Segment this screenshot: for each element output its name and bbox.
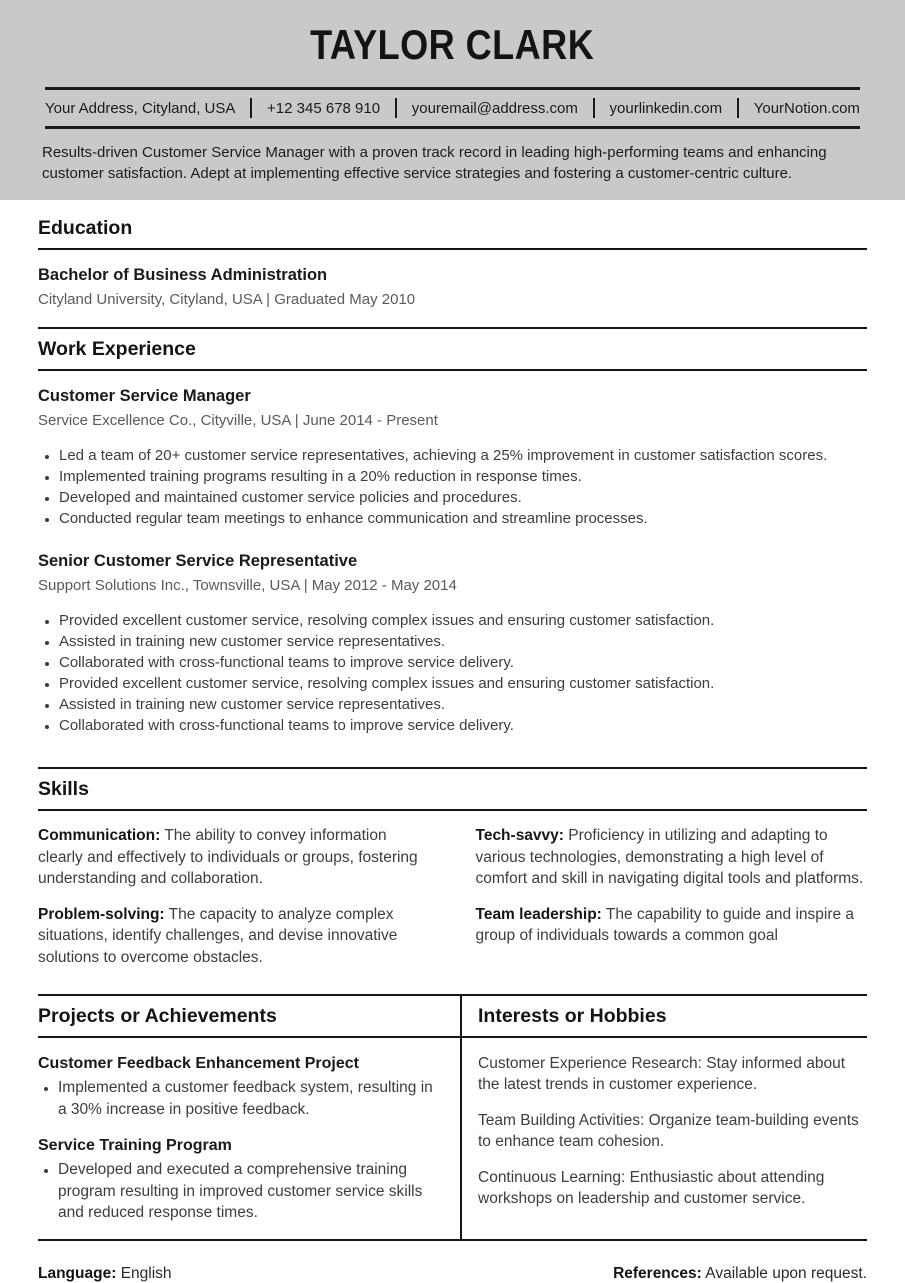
interest-item: Continuous Learning: Enthusiastic about attending workshops on leadership and customer service.	[478, 1169, 825, 1207]
job-entry-senior-rep	[38, 551, 867, 736]
name-row	[0, 21, 905, 68]
skill-text: The capability to guide and inspire a group of individuals towards a common goal	[475, 905, 855, 944]
bullet-item: • Assisted in training new customer service representatives.	[59, 694, 867, 715]
bullet-item: • Implemented training programs resulting in a 20% reduction in response times.	[59, 466, 867, 487]
contact-bar	[45, 87, 860, 129]
project-title: Customer Feedback Enhancement Project	[38, 1055, 359, 1072]
language-line	[38, 1265, 172, 1283]
skill-text: The ability to convey information clearly and effectively to individuals or groups, fostering understanding and collaboration.	[38, 827, 418, 887]
section-projects-interests	[38, 994, 867, 1241]
references-label: References:	[613, 1265, 702, 1282]
projects-heading-row	[38, 996, 460, 1038]
interests-column	[460, 996, 867, 1239]
skill-problem-solving	[38, 904, 430, 969]
project-bullet-list	[38, 1159, 442, 1224]
skills-column-left	[38, 811, 430, 968]
contact-address: Your Address, Cityland, USA	[45, 99, 236, 117]
degree-details: Cityland University, Cityland, USA | Graduated May 2010	[38, 291, 416, 308]
job-entry-manager	[38, 386, 867, 529]
bullet-item: • Developed and maintained customer service policies and procedures.	[59, 487, 867, 508]
contact-divider	[250, 98, 252, 118]
resume-footer	[38, 1265, 867, 1283]
interests-heading: Interests or Hobbies	[478, 1005, 667, 1027]
bullet-item: • Provided excellent customer service, resolving complex issues and ensuring customer satisfaction.	[59, 673, 867, 694]
skill-communication	[38, 825, 430, 890]
section-education	[38, 217, 867, 309]
education-heading: Education	[38, 217, 133, 239]
bullet-item: • Implemented a customer feedback system, resulting in a 30% increase in positive feedback.	[58, 1077, 442, 1120]
bullet-item: • Assisted in training new customer service representatives.	[59, 631, 867, 652]
education-heading-row	[38, 217, 867, 250]
projects-heading: Projects or Achievements	[38, 1005, 277, 1027]
skill-text: Proficiency in utilizing and adapting to various technologies, demonstrating a high level of comfort and skill in navigating digital tools and platforms.	[475, 827, 864, 887]
language-label: Language:	[38, 1265, 117, 1282]
skills-grid	[38, 811, 867, 984]
skill-label: Tech-savvy:	[475, 827, 564, 844]
section-work-experience	[38, 327, 867, 752]
skill-team-leadership	[476, 904, 868, 947]
work-heading-row	[38, 329, 867, 371]
references-line	[613, 1265, 867, 1283]
bullet-item: • Led a team of 20+ customer service representatives, achieving a 25% improvement in customer satisfaction scores.	[59, 445, 867, 466]
bullet-item: • Developed and executed a comprehensive training program resulting in improved customer service skills and reduced response times.	[58, 1159, 442, 1224]
candidate-name: TAYLOR CLARK	[310, 21, 595, 68]
job-details: Service Excellence Co., Cityville, USA | June 2014 - Present	[38, 412, 438, 429]
interest-item: Team Building Activities: Organize team-building events to enhance team cohesion.	[478, 1112, 859, 1150]
project-bullet-list	[38, 1077, 442, 1120]
contact-linkedin: yourlinkedin.com	[609, 99, 723, 117]
skill-text: The capacity to analyze complex situations, identify challenges, and devise innovative solutions to overcome obstacles.	[38, 905, 398, 966]
contact-divider	[737, 98, 739, 118]
project-title: Service Training Program	[38, 1137, 232, 1154]
job-bullet-list	[38, 445, 867, 529]
contact-divider	[395, 98, 397, 118]
bullet-item: • Provided excellent customer service, resolving complex issues and ensuring customer satisfaction.	[59, 610, 867, 631]
skills-heading-row	[38, 769, 867, 811]
language-value: English	[120, 1265, 172, 1282]
resume-body	[0, 217, 905, 1283]
skill-label: Team leadership:	[475, 905, 602, 923]
contact-divider	[593, 98, 595, 118]
resume-header	[0, 0, 905, 200]
work-heading: Work Experience	[38, 338, 196, 360]
job-details: Support Solutions Inc., Townsville, USA | May 2012 - May 2014	[38, 577, 457, 594]
interests-heading-row	[462, 996, 867, 1038]
skill-label: Communication:	[38, 827, 161, 844]
bullet-item: • Collaborated with cross-functional teams to improve service delivery.	[59, 652, 867, 673]
skill-tech-savvy	[476, 825, 868, 890]
bullet-item: • Conducted regular team meetings to enhance communication and streamline processes.	[59, 508, 867, 529]
skill-label: Problem-solving:	[38, 905, 165, 923]
skills-column-right	[476, 811, 868, 968]
references-value: Available upon request.	[705, 1265, 867, 1282]
bullet-item: • Collaborated with cross-functional teams to improve service delivery.	[59, 715, 867, 736]
contact-website: YourNotion.com	[753, 99, 860, 117]
job-bullet-list	[38, 610, 867, 736]
job-title: Customer Service Manager	[38, 387, 251, 405]
contact-email: youremail@address.com	[411, 99, 578, 117]
skills-heading: Skills	[38, 778, 89, 800]
contact-phone: +12 345 678 910	[267, 99, 381, 117]
job-title: Senior Customer Service Representative	[38, 552, 358, 570]
professional-summary: Results-driven Customer Service Manager with a proven track record in leading high-performing teams and enhancing customer satisfaction. Adept at implementing effective service strategies and fostering a customer-centric culture.	[42, 144, 827, 182]
section-skills	[38, 767, 867, 984]
degree-title: Bachelor of Business Administration	[38, 266, 328, 284]
projects-column	[38, 996, 460, 1239]
interest-item: Customer Experience Research: Stay informed about the latest trends in customer experience.	[478, 1055, 846, 1093]
